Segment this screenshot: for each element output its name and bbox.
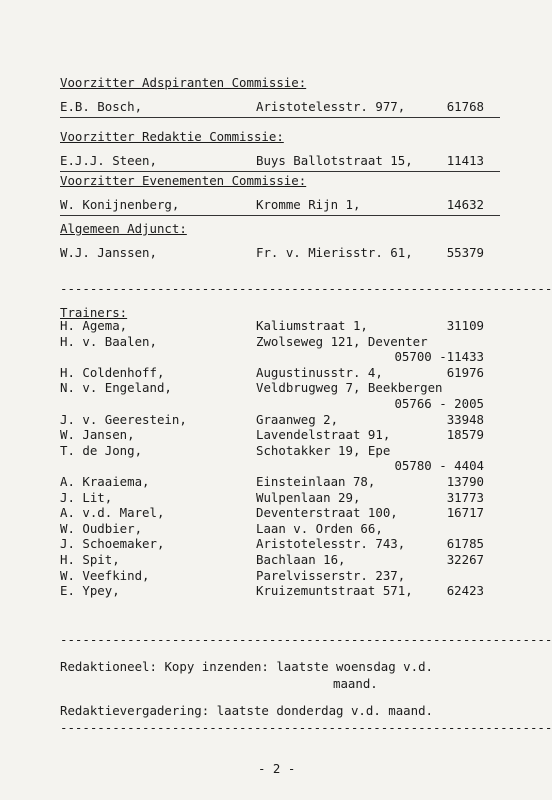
trainer-phone: 16717: [446, 505, 484, 520]
trainer-name: A. v.d. Marel,: [60, 505, 165, 520]
section-phone: 11413: [446, 153, 484, 168]
section-heading: Voorzitter Evenementen Commissie:: [60, 173, 307, 188]
trainer-name: H. Agema,: [60, 318, 128, 333]
trainer-name: J. Lit,: [60, 490, 113, 505]
section-address: Buys Ballotstraat 15,: [256, 153, 413, 168]
redaktioneel-continuation: maand.: [333, 676, 378, 691]
section-address: Kromme Rijn 1,: [256, 197, 361, 212]
trainer-name: N. v. Engeland,: [60, 380, 172, 395]
section-divider: [60, 171, 500, 172]
section-divider: [60, 117, 500, 118]
trainer-phone: 62423: [446, 583, 484, 598]
trainer-name: A. Kraaiema,: [60, 474, 150, 489]
vergadering-text: laatste donderdag v.d. maand.: [216, 703, 434, 718]
trainer-address: Laan v. Orden 66,: [256, 521, 383, 536]
section-phone: 14632: [446, 197, 484, 212]
trainer-address: Graanweg 2,: [256, 412, 339, 427]
section-phone: 55379: [446, 245, 484, 260]
trainer-name: H. Spit,: [60, 552, 120, 567]
section-heading: Algemeen Adjunct:: [60, 221, 187, 236]
trainer-phone: 31109: [446, 318, 484, 333]
vergadering-line: [60, 704, 433, 718]
trainer-name: W. Veefkind,: [60, 568, 150, 583]
trainer-address: Kaliumstraat 1,: [256, 318, 368, 333]
trainer-phone: 18579: [446, 427, 484, 442]
section-name: E.B. Bosch,: [60, 99, 143, 114]
trainer-name: E. Ypey,: [60, 583, 120, 598]
trainer-address: Parelvisserstr. 237,: [256, 568, 406, 583]
trainer-name: T. de Jong,: [60, 443, 143, 458]
trainer-address: Kruizemuntstraat 571,: [256, 583, 413, 598]
trainer-address: Wulpenlaan 29,: [256, 490, 361, 505]
trainer-address: Aristotelesstr. 743,: [256, 536, 406, 551]
trainer-address: Zwolseweg 121, Deventer: [256, 334, 428, 349]
trainer-phone: 05780 - 4404: [394, 458, 484, 473]
section-heading: Voorzitter Redaktie Commissie:: [60, 129, 284, 144]
trainer-name: W. Jansen,: [60, 427, 135, 442]
trainer-name: J. Schoemaker,: [60, 536, 165, 551]
trainer-phone: 05766 - 2005: [394, 396, 484, 411]
separator-middle: ------------------------------------------------------------------: [60, 632, 552, 647]
section-address: Fr. v. Mierisstr. 61,: [256, 245, 413, 260]
trainer-phone: 33948: [446, 412, 484, 427]
section-divider: [60, 215, 500, 216]
trainer-name: J. v. Geerestein,: [60, 412, 187, 427]
section-name: W. Konijnenberg,: [60, 197, 180, 212]
trainer-phone: 05700 -11433: [394, 349, 484, 364]
trainer-address: Schotakker 19, Epe: [256, 443, 391, 458]
trainers-heading: Trainers:: [60, 305, 128, 320]
section-name: E.J.J. Steen,: [60, 153, 157, 168]
trainer-address: Bachlaan 16,: [256, 552, 346, 567]
trainer-address: Deventerstraat 100,: [256, 505, 398, 520]
trainer-address: Veldbrugweg 7, Beekbergen: [256, 380, 443, 395]
redaktioneel-line: [60, 660, 433, 674]
separator-bottom: ------------------------------------------------------------------: [60, 720, 552, 735]
redaktioneel-text: Kopy inzenden: laatste woensdag v.d.: [164, 659, 434, 674]
redaktioneel-label: Redaktioneel:: [60, 659, 157, 674]
trainer-address: Augustinusstr. 4,: [256, 365, 383, 380]
trainer-phone: 13790: [446, 474, 484, 489]
trainer-name: H. v. Baalen,: [60, 334, 157, 349]
trainer-phone: 61976: [446, 365, 484, 380]
section-name: W.J. Janssen,: [60, 245, 157, 260]
section-phone: 61768: [446, 99, 484, 114]
trainer-address: Einsteinlaan 78,: [256, 474, 376, 489]
page-number: - 2 -: [258, 761, 296, 776]
trainer-phone: 61785: [446, 536, 484, 551]
section-heading: Voorzitter Adspiranten Commissie:: [60, 75, 307, 90]
trainer-phone: 32267: [446, 552, 484, 567]
trainer-name: W. Oudbier,: [60, 521, 143, 536]
trainer-name: H. Coldenhoff,: [60, 365, 165, 380]
section-address: Aristotelesstr. 977,: [256, 99, 406, 114]
trainer-address: Lavendelstraat 91,: [256, 427, 391, 442]
vergadering-label: Redaktievergadering:: [60, 703, 210, 718]
trainer-phone: 31773: [446, 490, 484, 505]
separator-top: ------------------------------------------------------------------: [60, 281, 552, 296]
